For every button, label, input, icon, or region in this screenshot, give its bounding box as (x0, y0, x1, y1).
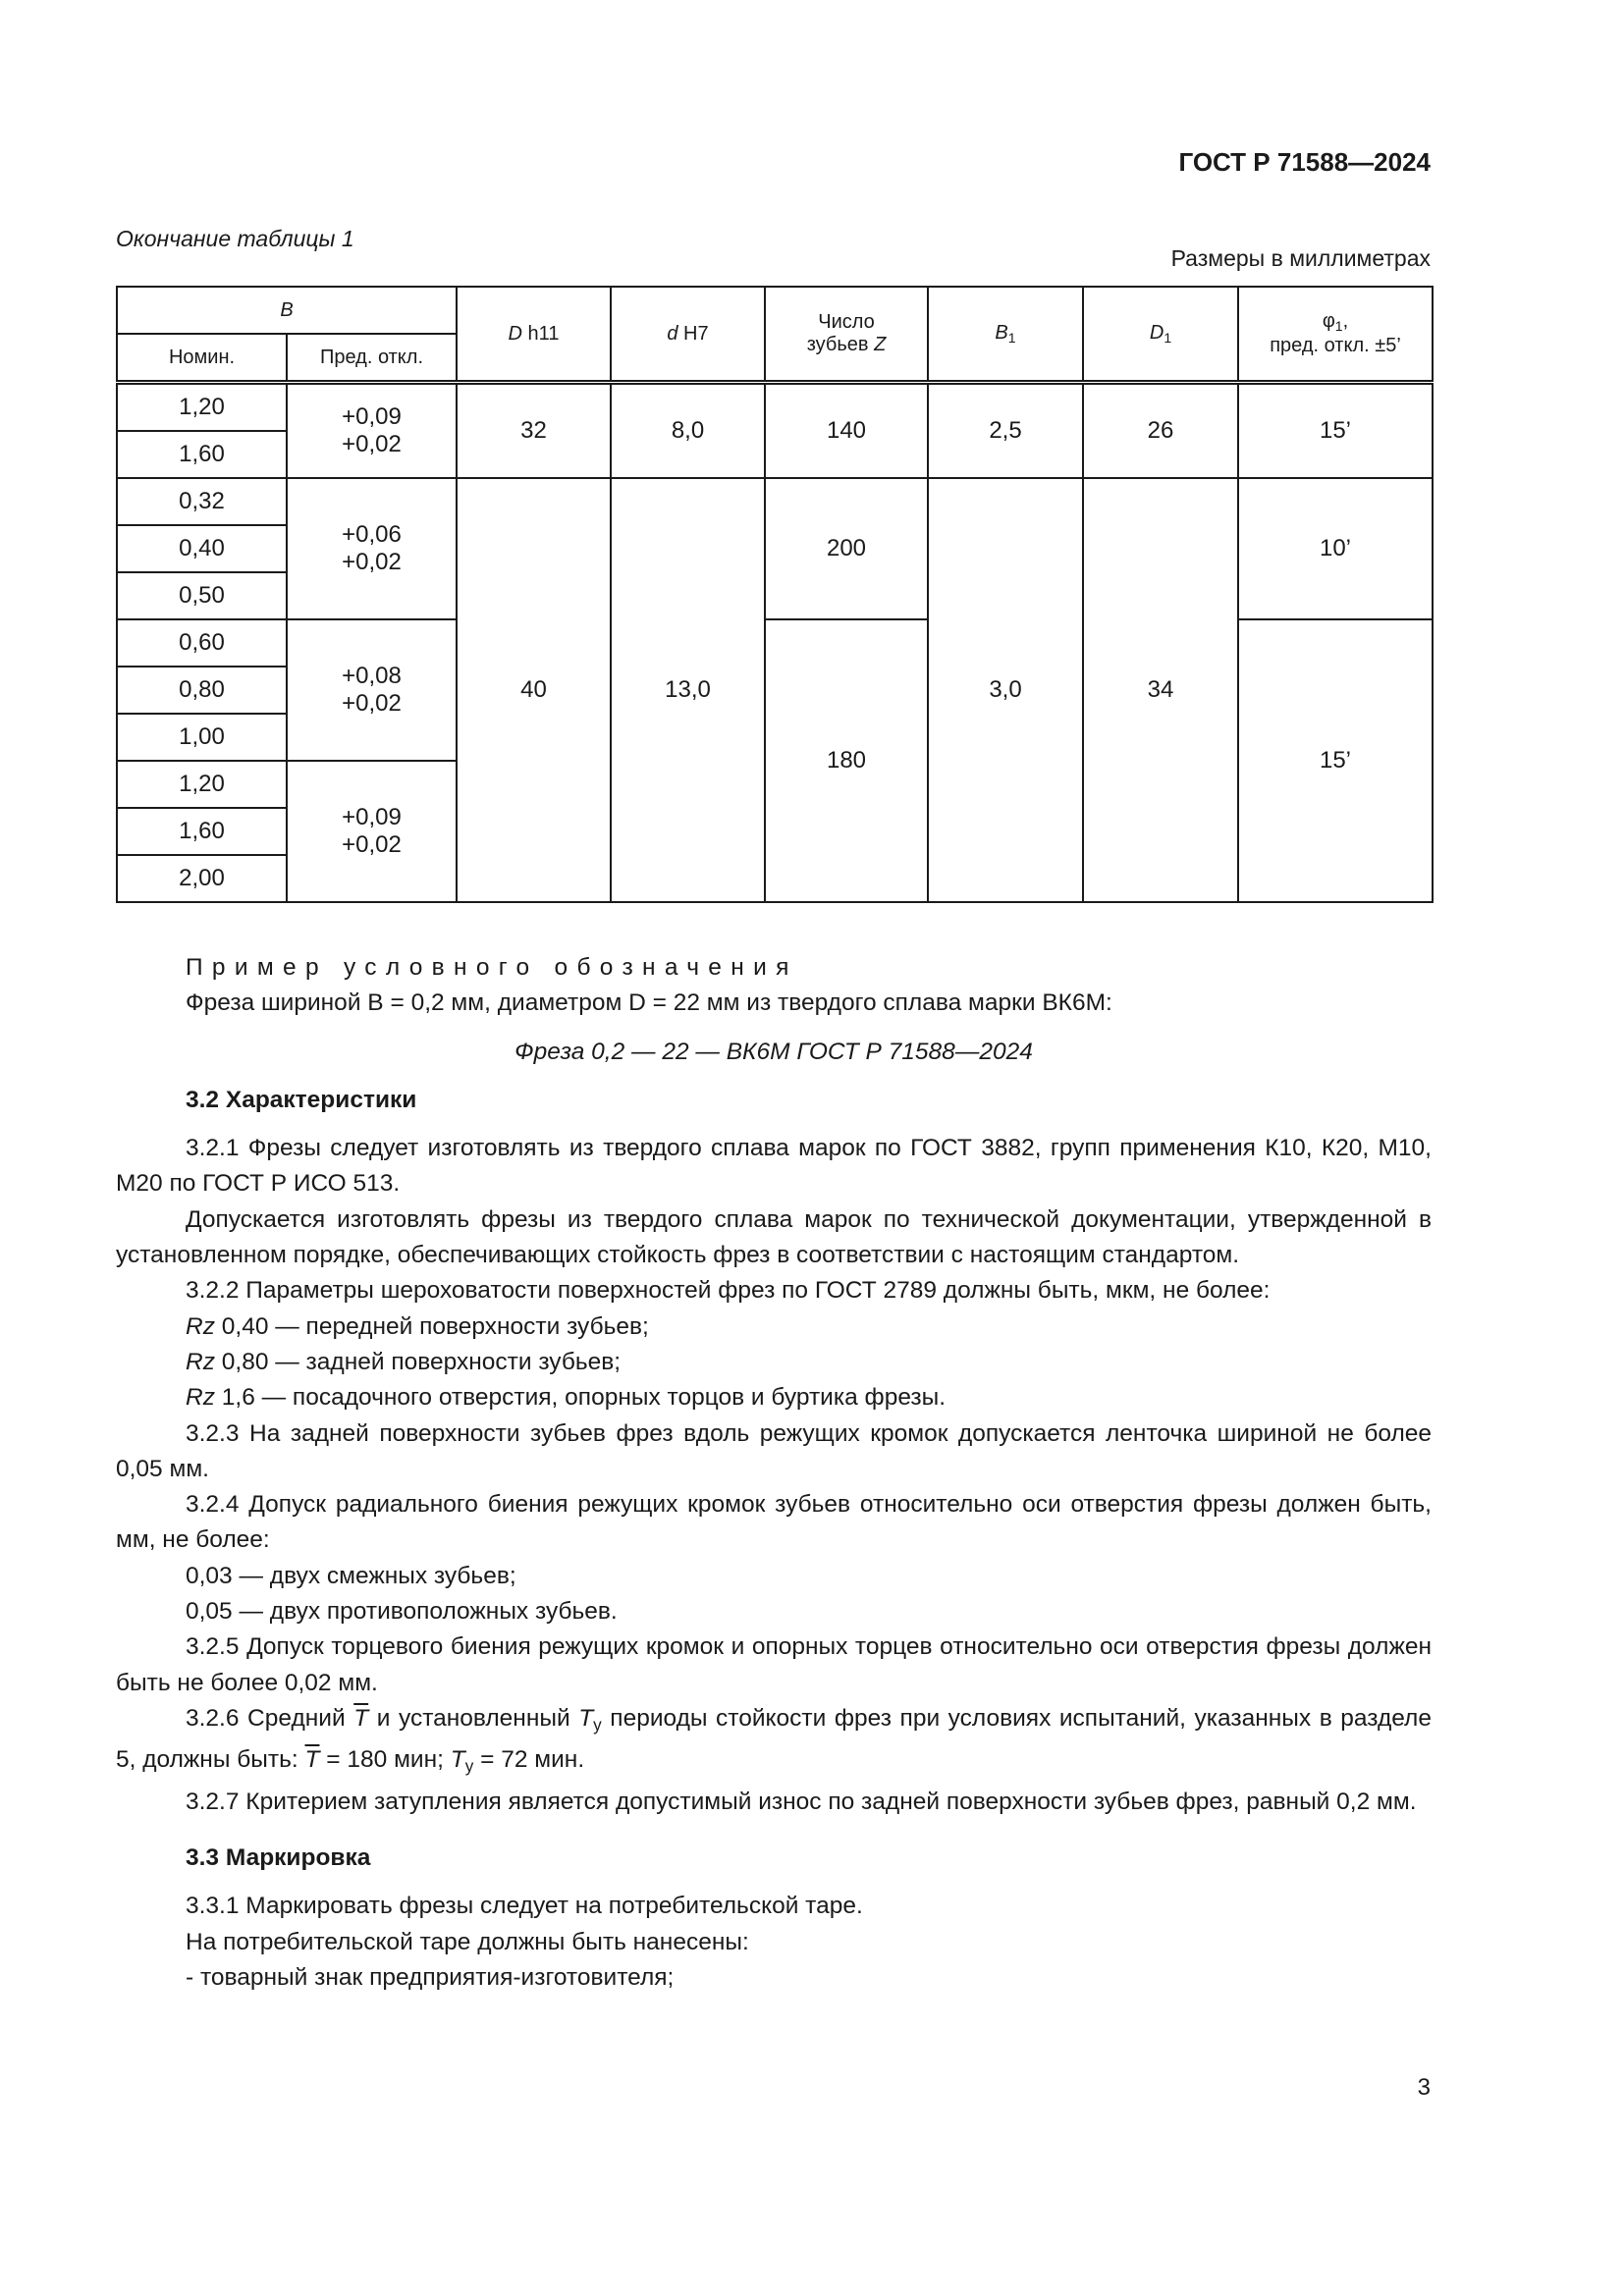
col-b1-header: $B_1$ (928, 287, 1083, 383)
table-row (117, 383, 1433, 432)
dev-cell: +0,09 +0,02 (287, 383, 457, 479)
example-text: Фреза шириной В = 0,2 мм, диаметром D = 22 мм из твердого сплава марки ВК6М: (186, 989, 1112, 1017)
nom-cell: 0,60 (117, 619, 287, 667)
col-d-big-header: D h11 (457, 287, 611, 383)
col-b-header: B (117, 287, 457, 334)
paragraph: 3.2.7 Критерием затупления является допустимый износ по задней поверхности зубьев фрез, равный 0,2 мм. (186, 1788, 1417, 1815)
z-cell: 180 (765, 619, 928, 902)
example-heading: Пример условного обозначения (186, 954, 798, 981)
nom-cell: 0,32 (117, 478, 287, 525)
section-title: 3.3 Маркировка (186, 1844, 371, 1872)
list-item: - товарный знак предприятия-изготовителя; (186, 1964, 675, 1991)
page-number: 3 (1417, 2074, 1431, 2101)
paragraph: 3.3.1 Маркировать фрезы следует на потребительской таре. (186, 1893, 863, 1920)
nom-cell: 1,20 (117, 383, 287, 432)
d1-cell: 26 (1083, 383, 1238, 479)
units-note: Размеры в миллиметрах (1170, 245, 1431, 271)
dev-cell: +0,06 +0,02 (287, 478, 457, 619)
phi-cell: 15’ (1238, 383, 1433, 479)
body-text (116, 950, 1432, 1996)
col-b-dev-header: Пред. откл. (287, 334, 457, 383)
d1-cell: 34 (1083, 478, 1238, 902)
col-z-header: Число зубьев Z (765, 287, 928, 383)
phi-cell: 10’ (1238, 478, 1433, 619)
list-item: Rz 1,6 — посадочного отверстия, опорных торцов и буртика фрезы. (186, 1384, 947, 1412)
list-item: 0,05 — двух противоположных зубьев. (186, 1598, 618, 1626)
paragraph: 3.2.2 Параметры шероховатости поверхностей фрез по ГОСТ 2789 должны быть, мкм, не более: (186, 1277, 1271, 1305)
list-item: Rz 0,80 — задней поверхности зубьев; (186, 1348, 622, 1375)
nom-cell: 0,80 (117, 667, 287, 714)
b1-cell: 2,5 (928, 383, 1083, 479)
nom-cell: 1,60 (117, 808, 287, 855)
nom-cell: 1,00 (117, 714, 287, 761)
nom-cell: 0,40 (117, 525, 287, 572)
b1-cell: 3,0 (928, 478, 1083, 902)
document-header: ГОСТ Р 71588—2024 (1178, 147, 1431, 177)
section-title: 3.2 Характеристики (186, 1086, 417, 1113)
col-b-nom-header: Номин. (117, 334, 287, 383)
nom-cell: 1,20 (117, 761, 287, 808)
list-item: Rz 0,40 — передней поверхности зубьев; (186, 1312, 649, 1340)
dev-cell: +0,09 +0,02 (287, 761, 457, 902)
paragraph: Допускается изготовлять фрезы из твердого сплава марок по технической документации, утвержденной в установленном порядке, обеспечивающих стойкость фрез в соответствии с настоящим стандартом. (116, 1205, 1432, 1269)
d-big-cell: 32 (457, 383, 611, 479)
col-phi-header: $\varphi_1$, пред. откл. ±5’ (1238, 287, 1433, 383)
d-small-cell: 8,0 (611, 383, 765, 479)
dev-cell: +0,08 +0,02 (287, 619, 457, 761)
z-cell: 200 (765, 478, 928, 619)
col-d-small-header: d H7 (611, 287, 765, 383)
paragraph: 3.2.1 Фрезы следует изготовлять из твердого сплава марок по ГОСТ 3882, групп применения К10, К20, М10, М20 по ГОСТ Р ИСО 513. (116, 1135, 1432, 1198)
nom-cell: 2,00 (117, 855, 287, 902)
example-designation: Фреза 0,2 — 22 — ВК6М ГОСТ Р 71588—2024 (514, 1038, 1033, 1065)
paragraph: 3.2.6 Средний $\overline{T}$ и установленный $T_у$ периоды стойкости фрез при условиях испытаний, указанных в разделе 5, должны быть: $\overline{T} = 180$ мин; $T_у = 72$ мин. (116, 1704, 1432, 1777)
list-item: 0,03 — двух смежных зубьев; (186, 1562, 516, 1589)
nom-cell: 1,60 (117, 431, 287, 478)
dimensions-table (116, 286, 1434, 903)
table-row (117, 478, 1433, 525)
paragraph: На потребительской таре должны быть нанесены: (186, 1928, 749, 1955)
phi-cell: 15’ (1238, 619, 1433, 902)
col-d1-header: $D_1$ (1083, 287, 1238, 383)
z-cell: 140 (765, 383, 928, 479)
d-big-cell: 40 (457, 478, 611, 902)
paragraph: 3.2.5 Допуск торцевого биения режущих кромок и опорных торцев относительно оси отверстия фрезы должен быть не более 0,02 мм. (116, 1633, 1432, 1696)
paragraph: 3.2.3 На задней поверхности зубьев фрез вдоль режущих кромок допускается ленточка шириной не более 0,05 мм. (116, 1419, 1432, 1482)
d-small-cell: 13,0 (611, 478, 765, 902)
nom-cell: 0,50 (117, 572, 287, 619)
table-caption: Окончание таблицы 1 (116, 226, 354, 251)
paragraph: 3.2.4 Допуск радиального биения режущих кромок зубьев относительно оси отверстия фрезы должен быть, мм, не более: (116, 1491, 1432, 1554)
